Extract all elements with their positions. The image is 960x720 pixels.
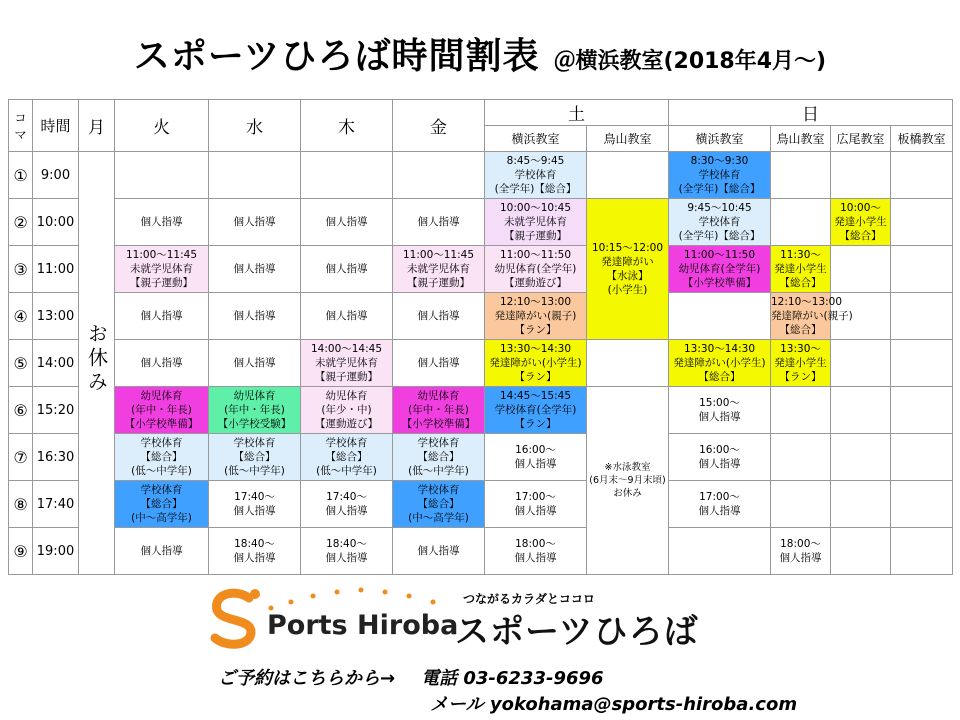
logo-japanese: スポーツひろば — [455, 612, 699, 652]
lesson-line: 【ラン】 — [514, 324, 557, 336]
empty-cell — [891, 528, 953, 575]
lesson-line: 発達障がい(親子) — [494, 310, 577, 322]
lesson-line: 学校体育 — [140, 484, 183, 496]
lesson-cell — [485, 199, 587, 246]
lesson-line: 個人指導 — [325, 552, 368, 564]
lesson-line: 個人指導 — [325, 505, 368, 517]
lesson-cell — [301, 481, 393, 528]
lesson-line: 未就学児体育 — [407, 263, 470, 275]
page-title — [0, 28, 960, 88]
header-sat: 土 — [485, 100, 669, 126]
empty-cell — [831, 434, 891, 481]
lesson-cell — [485, 246, 587, 293]
header-sun: 日 — [669, 100, 953, 126]
lesson-line: 学校体育 — [698, 169, 741, 181]
lesson-cell — [115, 481, 209, 528]
lesson-line: 11:00〜11:50 — [499, 249, 572, 261]
lesson-line: 13:30〜14:30 — [683, 343, 756, 355]
lesson-line: 幼児体育 — [325, 390, 368, 402]
lesson-line: 個人指導 — [698, 505, 741, 517]
lesson-line: 16:00〜 — [699, 444, 740, 456]
lesson-cell — [669, 481, 771, 528]
lesson-cell — [485, 387, 587, 434]
lesson-cell — [771, 246, 831, 293]
phone-number: 電話 03-6233-9696 — [421, 668, 604, 689]
lesson-line: 17:40〜 — [326, 491, 367, 503]
logo-s-icon — [205, 584, 265, 650]
empty-cell — [771, 387, 831, 434]
lesson-line: 【小学校準備】 — [401, 418, 476, 430]
lesson-line: 学校体育 — [698, 216, 741, 228]
lesson-cell: 個人指導 — [393, 293, 485, 340]
lesson-line: 個人指導 — [698, 458, 741, 470]
slot-time: 14:00 — [33, 340, 79, 387]
lesson-line: (年中・年長) — [408, 404, 469, 416]
lesson-line: 【総合】 — [233, 451, 276, 463]
lesson-line: 個人指導 — [233, 552, 276, 564]
empty-cell — [831, 152, 891, 199]
header-sun-hiroo: 広尾教室 — [831, 126, 891, 152]
email-address: メール yokohama@sports-hiroba.com — [430, 694, 798, 715]
lesson-cell — [669, 387, 771, 434]
lesson-line: 学校体育 — [140, 437, 183, 449]
table-row — [9, 387, 953, 434]
empty-cell — [891, 246, 953, 293]
lesson-line: 学校体育 — [325, 437, 368, 449]
lesson-line: (全学年)【総合】 — [678, 230, 761, 242]
lesson-line: 18:40〜 — [326, 538, 367, 550]
empty-cell — [209, 152, 301, 199]
slot-koma: ⑧ — [9, 481, 33, 528]
lesson-line: (年中・年長) — [224, 404, 285, 416]
lesson-line: (年中・年長) — [131, 404, 192, 416]
table-row — [9, 293, 953, 340]
slot-time: 9:00 — [33, 152, 79, 199]
lesson-cell — [771, 340, 831, 387]
header-wed: 水 — [209, 100, 301, 152]
lesson-line: 【総合】 — [839, 230, 882, 242]
lesson-cell — [485, 152, 587, 199]
header-thu: 木 — [301, 100, 393, 152]
lesson-line: 個人指導 — [698, 411, 741, 423]
empty-cell — [771, 481, 831, 528]
lesson-cell — [485, 528, 587, 575]
lesson-line: 個人指導 — [514, 505, 557, 517]
monday-off — [79, 152, 115, 575]
lesson-line: 12:10〜13:00 — [499, 296, 572, 308]
empty-cell — [669, 528, 771, 575]
empty-cell — [831, 246, 891, 293]
lesson-line: 発達小学生 — [774, 263, 827, 275]
lesson-cell — [485, 481, 587, 528]
lesson-line: 11:00〜11:45 — [402, 249, 475, 261]
empty-cell — [771, 152, 831, 199]
lesson-line: 【総合】 — [325, 451, 368, 463]
lesson-cell: 個人指導 — [115, 528, 209, 575]
lesson-line: 個人指導 — [514, 458, 557, 470]
lesson-line: 【総合】 — [140, 451, 183, 463]
lesson-line: 18:00〜 — [515, 538, 556, 550]
empty-cell — [891, 481, 953, 528]
lesson-line: 【親子運動】 — [504, 230, 567, 242]
slot-time: 17:40 — [33, 481, 79, 528]
lesson-line: 14:00〜14:45 — [310, 343, 383, 355]
table-row — [9, 434, 953, 481]
lesson-line: 15:00〜 — [699, 397, 740, 409]
lesson-line: 幼児体育 — [233, 390, 276, 402]
logo-tagline: つながるカラダとココロ — [463, 592, 595, 606]
empty-cell — [891, 434, 953, 481]
empty-cell — [587, 152, 669, 199]
lesson-cell: 個人指導 — [115, 199, 209, 246]
table-row — [9, 528, 953, 575]
lesson-line: 未就学児体育 — [504, 216, 567, 228]
empty-cell — [891, 387, 953, 434]
lesson-cell: 個人指導 — [301, 293, 393, 340]
lesson-line: 学校体育 — [514, 169, 557, 181]
lesson-line: 11:00〜11:45 — [125, 249, 198, 261]
slot-koma: ⑤ — [9, 340, 33, 387]
lesson-cell: 個人指導 — [301, 246, 393, 293]
lesson-line: 【ラン】 — [514, 418, 557, 430]
lesson-line: 14:45〜15:45 — [499, 390, 572, 402]
lesson-line: 8:30〜9:30 — [690, 155, 749, 167]
lesson-line: (全学年)【総合】 — [678, 183, 761, 195]
lesson-line: 【総合】 — [779, 324, 822, 336]
lesson-cell — [485, 293, 587, 340]
header-sun-yokohama: 横浜教室 — [669, 126, 771, 152]
slot-koma: ① — [9, 152, 33, 199]
contact-line-phone — [218, 664, 604, 690]
lesson-cell: 個人指導 — [209, 293, 301, 340]
lesson-cell — [669, 152, 771, 199]
lesson-line: 【総合】 — [698, 371, 741, 383]
table-row — [9, 152, 953, 199]
lesson-cell: 個人指導 — [115, 293, 209, 340]
lesson-line: 【総合】 — [417, 451, 460, 463]
table-row — [9, 246, 953, 293]
table-row — [9, 481, 953, 528]
header-fri: 金 — [393, 100, 485, 152]
lesson-cell — [393, 387, 485, 434]
lesson-line: 【運動遊び】 — [315, 418, 378, 430]
lesson-cell — [301, 434, 393, 481]
header-sat-yokohama: 横浜教室 — [485, 126, 587, 152]
empty-cell — [669, 293, 771, 340]
title-main: スポーツひろば時間割表 — [133, 36, 540, 77]
lesson-line: 【小学校準備】 — [682, 277, 757, 289]
lesson-cell — [669, 246, 771, 293]
lesson-line: 【親子運動】 — [130, 277, 193, 289]
lesson-line: (中〜高学年) — [131, 512, 192, 524]
lesson-line: (年少・中) — [321, 404, 372, 416]
title-sub: ＠横浜教室(2018年4月〜) — [553, 49, 827, 74]
lesson-cell — [485, 340, 587, 387]
lesson-line: 12:10〜13:00 — [771, 296, 843, 308]
lesson-line: 9:45〜10:45 — [687, 202, 752, 214]
lesson-line: 【運動遊び】 — [504, 277, 567, 289]
contact-line-mail — [430, 690, 797, 716]
lesson-line: 13:30〜14:30 — [499, 343, 572, 355]
note-line: ※水泳教室 — [604, 462, 651, 473]
lesson-cell — [209, 528, 301, 575]
lesson-cell — [771, 528, 831, 575]
lesson-line: 未就学児体育 — [315, 357, 378, 369]
empty-cell — [891, 199, 953, 246]
lesson-cell — [831, 199, 891, 246]
lesson-line: 16:00〜 — [515, 444, 556, 456]
monday-off-text: お休み — [84, 323, 109, 395]
lesson-line: 【総合】 — [417, 498, 460, 510]
lesson-cell — [115, 387, 209, 434]
timetable — [8, 99, 953, 575]
lesson-cell — [771, 293, 853, 340]
lesson-line: (低〜中学年) — [316, 465, 377, 477]
lesson-cell: 個人指導 — [115, 340, 209, 387]
lesson-line: 18:40〜 — [234, 538, 275, 550]
lesson-line: 幼児体育(全学年) — [678, 263, 761, 275]
lesson-cell — [485, 434, 587, 481]
lesson-line: 発達障がい(親子) — [771, 310, 853, 322]
lesson-line: 17:40〜 — [234, 491, 275, 503]
empty-cell — [831, 481, 891, 528]
lesson-cell — [393, 246, 485, 293]
empty-cell — [891, 340, 953, 387]
slot-koma: ② — [9, 199, 33, 246]
lesson-cell — [209, 481, 301, 528]
empty-cell — [831, 387, 891, 434]
lesson-cell: 個人指導 — [209, 246, 301, 293]
lesson-cell — [301, 387, 393, 434]
lesson-cell: 個人指導 — [301, 199, 393, 246]
slot-time: 13:00 — [33, 293, 79, 340]
slot-koma: ③ — [9, 246, 33, 293]
slot-koma: ⑨ — [9, 528, 33, 575]
header-tue: 火 — [115, 100, 209, 152]
lesson-line: 13:30〜 — [780, 343, 821, 355]
slot-time: 11:00 — [33, 246, 79, 293]
lesson-line: 未就学児体育 — [130, 263, 193, 275]
lesson-line: 学校体育 — [233, 437, 276, 449]
lesson-line: 17:00〜 — [515, 491, 556, 503]
lesson-line: (低〜中学年) — [408, 465, 469, 477]
lesson-line: 発達障がい(小学生) — [489, 357, 582, 369]
sports-hiroba-logo — [205, 584, 745, 654]
table-row — [9, 340, 953, 387]
lesson-line: 発達障がい — [601, 256, 654, 268]
lesson-line: 学校体育 — [417, 484, 460, 496]
empty-cell — [393, 152, 485, 199]
header-mon: 月 — [79, 100, 115, 152]
empty-cell — [831, 528, 891, 575]
empty-cell — [891, 293, 953, 340]
lesson-cell — [669, 434, 771, 481]
lesson-line: (中〜高学年) — [408, 512, 469, 524]
lesson-line: 10:15〜12:00 — [591, 242, 664, 254]
lesson-line: 幼児体育 — [140, 390, 183, 402]
lesson-cell — [115, 246, 209, 293]
slot-time: 10:00 — [33, 199, 79, 246]
lesson-cell: 個人指導 — [209, 340, 301, 387]
lesson-line: 【ラン】 — [514, 371, 557, 383]
lesson-cell — [669, 340, 771, 387]
lesson-line: 学校体育 — [417, 437, 460, 449]
booking-label: ご予約はこちらから→ — [218, 668, 396, 689]
lesson-line: 【小学校受験】 — [217, 418, 292, 430]
lesson-cell — [393, 481, 485, 528]
slot-time: 19:00 — [33, 528, 79, 575]
note-line: (6月末〜9月末頃) — [589, 475, 666, 486]
lesson-line: 発達小学生 — [834, 216, 887, 228]
lesson-line: 発達障がい(小学生) — [673, 357, 766, 369]
lesson-line: 個人指導 — [514, 552, 557, 564]
lesson-line: 【親子運動】 — [407, 277, 470, 289]
lesson-line: (低〜中学年) — [131, 465, 192, 477]
header-sun-itabashi: 板橋教室 — [891, 126, 953, 152]
note-line: お休み — [613, 488, 642, 499]
header-time: 時間 — [33, 100, 79, 152]
slot-time: 15:20 — [33, 387, 79, 434]
slot-koma: ⑥ — [9, 387, 33, 434]
lesson-cell — [209, 434, 301, 481]
lesson-line: 幼児体育(全学年) — [494, 263, 577, 275]
lesson-line: 学校体育(全学年) — [494, 404, 577, 416]
lesson-cell — [209, 387, 301, 434]
lesson-cell: 個人指導 — [209, 199, 301, 246]
empty-cell — [587, 340, 669, 387]
lesson-line: 【親子運動】 — [315, 371, 378, 383]
logo-english: Ports Hiroba — [267, 610, 459, 641]
lesson-line: (低〜中学年) — [224, 465, 285, 477]
lesson-line: 【ラン】 — [779, 371, 822, 383]
lesson-line: (小学生) — [607, 284, 648, 296]
lesson-cell: 個人指導 — [393, 199, 485, 246]
lesson-cell — [301, 340, 393, 387]
empty-cell — [301, 152, 393, 199]
table-row — [9, 199, 953, 246]
lesson-line: 幼児体育 — [417, 390, 460, 402]
empty-cell — [831, 340, 891, 387]
empty-cell — [771, 199, 831, 246]
lesson-cell: 個人指導 — [393, 528, 485, 575]
swim-off-note — [587, 387, 669, 575]
lesson-line: 18:00〜 — [780, 538, 821, 550]
slot-koma: ④ — [9, 293, 33, 340]
slot-koma: ⑦ — [9, 434, 33, 481]
lesson-line: 個人指導 — [233, 505, 276, 517]
lesson-line: 10:00〜 — [840, 202, 881, 214]
lesson-line: 【水泳】 — [606, 270, 649, 282]
slot-time: 16:30 — [33, 434, 79, 481]
header-sat-toriyama: 鳥山教室 — [587, 126, 669, 152]
lesson-cell — [669, 199, 771, 246]
lesson-line: 発達小学生 — [774, 357, 827, 369]
lesson-line: 11:30〜 — [780, 249, 821, 261]
lesson-cell — [301, 528, 393, 575]
lesson-line: 個人指導 — [779, 552, 822, 564]
lesson-cell: 個人指導 — [393, 340, 485, 387]
empty-cell — [115, 152, 209, 199]
lesson-line: 【総合】 — [779, 277, 822, 289]
lesson-line: 10:00〜10:45 — [499, 202, 572, 214]
lesson-line: 8:45〜9:45 — [506, 155, 565, 167]
lesson-line: (全学年)【総合】 — [494, 183, 577, 195]
header-sun-toriyama: 鳥山教室 — [771, 126, 831, 152]
lesson-line: 【小学校準備】 — [124, 418, 199, 430]
empty-cell — [891, 152, 953, 199]
lesson-cell — [393, 434, 485, 481]
lesson-line: 【総合】 — [140, 498, 183, 510]
lesson-cell — [115, 434, 209, 481]
lesson-line: 11:00〜11:50 — [683, 249, 756, 261]
lesson-line: 17:00〜 — [699, 491, 740, 503]
empty-cell — [771, 434, 831, 481]
header-koma: コマ — [9, 100, 33, 152]
lesson-cell — [587, 199, 669, 340]
